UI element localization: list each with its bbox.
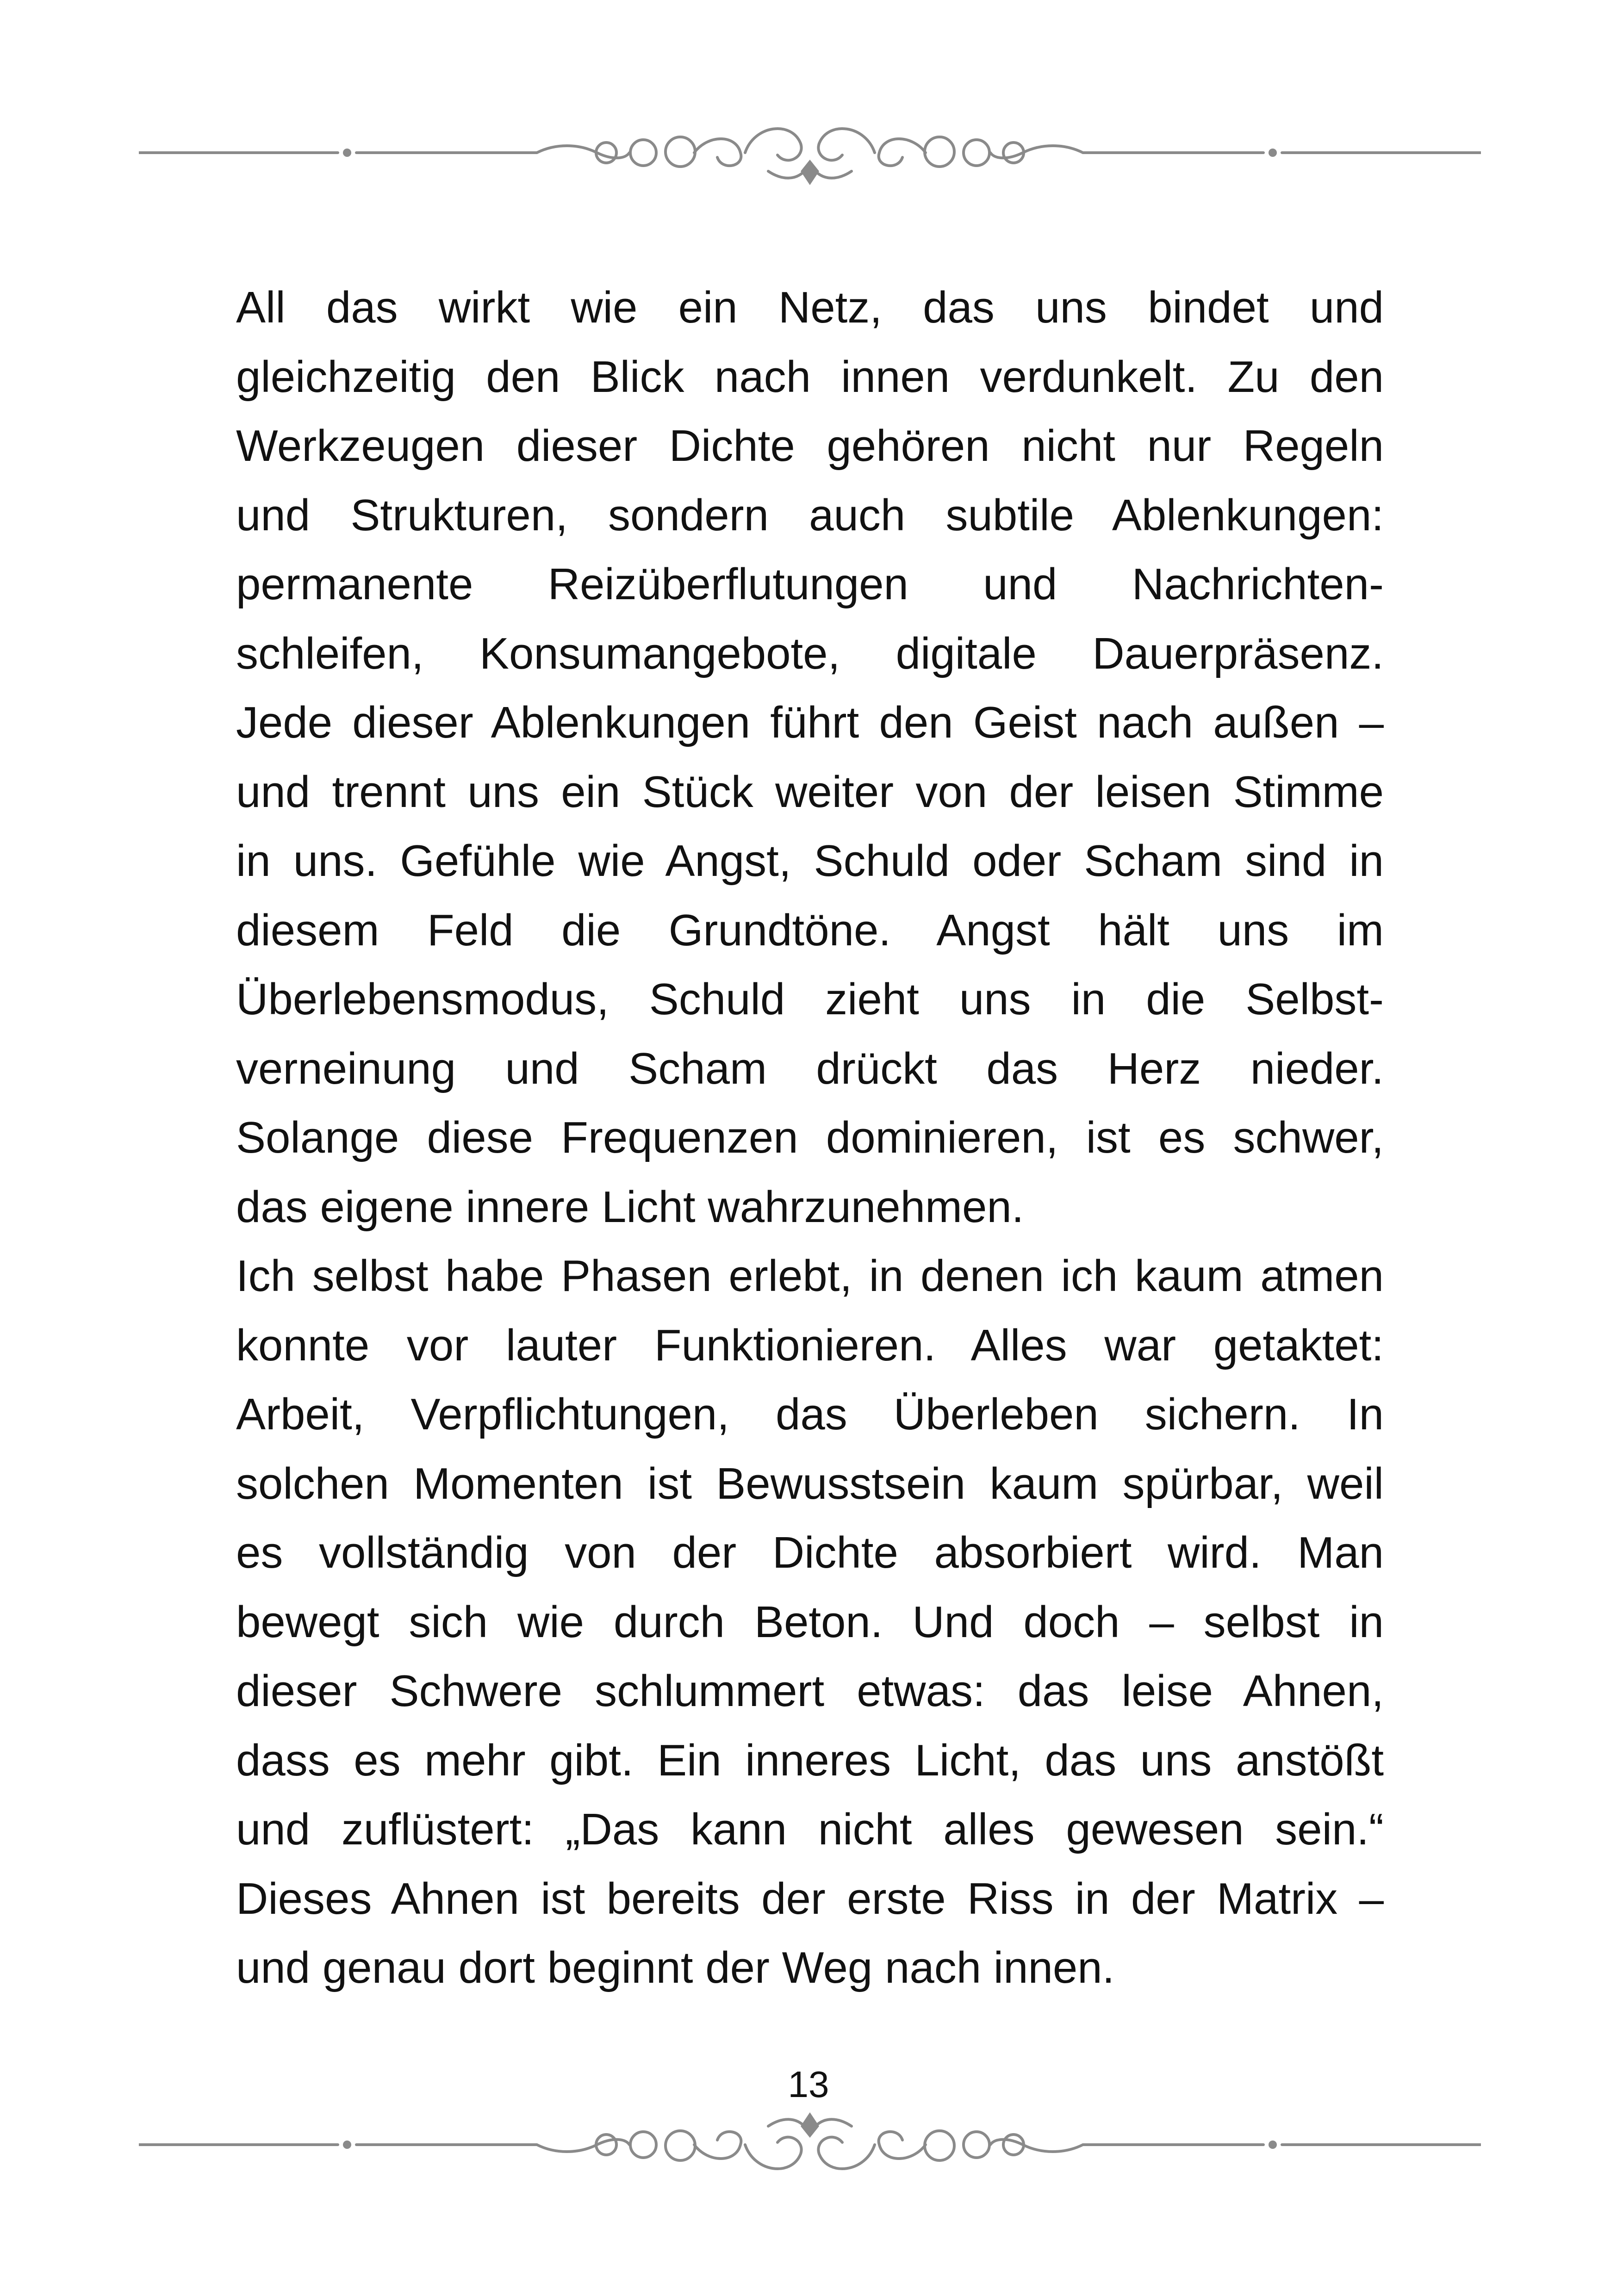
text-line: bewegt sich wie durch Beton. Und doch – selbst in (236, 1597, 1384, 1647)
text-line: Ich selbst habe Phasen erlebt, in denen ich kaum atmen (236, 1251, 1384, 1301)
text-line: gleichzeitig den Blick nach innen verdunkelt. Zu den (236, 352, 1384, 402)
text-line: und zuflüstert: „Das kann nicht alles gewesen sein.“ (236, 1805, 1384, 1854)
text-line: konnte vor lauter Funktionieren. Alles war getaktet: (236, 1320, 1384, 1370)
text-line: das eigene innere Licht wahrzunehmen. (236, 1182, 1024, 1232)
body-text (236, 273, 1384, 2003)
text-line: in uns. Gefühle wie Angst, Schuld oder Scham sind in (236, 836, 1384, 886)
text-line: All das wirkt wie ein Netz, das uns bindet und (236, 283, 1384, 332)
text-line: Dieses Ahnen ist bereits der erste Riss in der Matrix – (236, 1874, 1384, 1924)
text-line: und trennt uns ein Stück weiter von der leisen Stimme (236, 767, 1384, 817)
text-line: es vollständig von der Dichte absorbiert wird. Man (236, 1528, 1384, 1577)
text-line: schleifen, Konsumangebote, digitale Dauerpräsenz. (236, 628, 1384, 678)
text-line: verneinung und Scham drückt das Herz nieder. (236, 1043, 1384, 1093)
text-line: dass es mehr gibt. Ein inneres Licht, das uns anstößt (236, 1735, 1384, 1785)
text-line: diesem Feld die Grundtöne. Angst hält uns im (236, 905, 1384, 955)
flourish-divider-icon (139, 116, 1481, 190)
text-line: Überlebensmodus, Schuld zieht uns in die Selbst- (236, 974, 1384, 1024)
text-line: und Strukturen, sondern auch subtile Ablenkungen: (236, 490, 1384, 540)
text-line: solchen Momenten ist Bewusstsein kaum spürbar, weil (236, 1458, 1384, 1508)
text-line: Arbeit, Verpflichtungen, das Überleben sichern. In (236, 1390, 1384, 1439)
text-line: Solange diese Frequenzen dominieren, ist es schwer, (236, 1113, 1384, 1162)
text-line: und genau dort beginnt der Weg nach innen. (236, 1943, 1115, 1992)
page-number: 13 (788, 2064, 829, 2105)
flourish-divider-icon (139, 2108, 1481, 2182)
text-line: permanente Reizüberflutungen und Nachrichten- (236, 559, 1384, 609)
text-line: dieser Schwere schlummert etwas: das leise Ahnen, (236, 1666, 1384, 1716)
text-line: Werkzeugen dieser Dichte gehören nicht nur Regeln (236, 421, 1384, 471)
text-line: Jede dieser Ablenkungen führt den Geist nach außen – (236, 698, 1384, 747)
